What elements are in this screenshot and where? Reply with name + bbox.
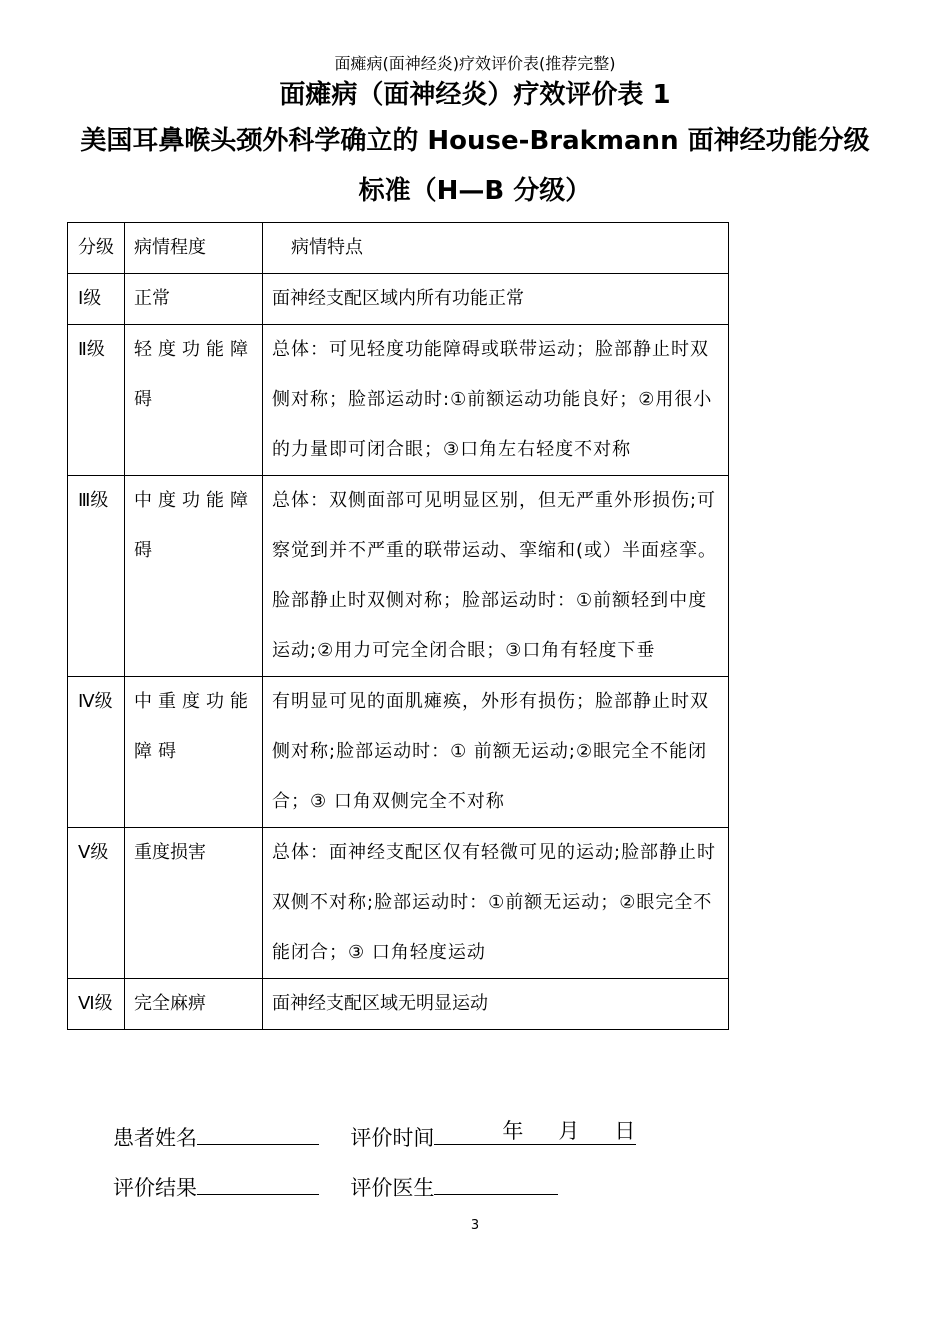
year-label: 年 bbox=[502, 1119, 524, 1143]
patient-name-label: 患者姓名 bbox=[113, 1126, 197, 1150]
severity-cell: 中重度功能障碍 bbox=[125, 677, 263, 828]
severity-cell: 完全麻痹 bbox=[125, 979, 263, 1030]
eval-result-field[interactable] bbox=[197, 1170, 319, 1195]
form-line-2 bbox=[113, 1170, 558, 1203]
severity-cell: 轻度功能障碍 bbox=[125, 325, 263, 476]
features-cell: 有明显可见的面肌瘫痪，外形有损伤；脸部静止时双侧对称;脸部运动时：① 前额无运动;②眼完全不能闭合；③ 口角双侧完全不对称 bbox=[263, 677, 729, 828]
header-severity: 病情程度 bbox=[125, 223, 263, 274]
running-header: 面瘫病(面神经炎)疗效评价表(推荐完整) bbox=[334, 54, 616, 73]
table-row bbox=[68, 979, 729, 1030]
page-title: 面瘫病（面神经炎）疗效评价表 1 bbox=[279, 80, 671, 110]
grade-cell: Ⅱ级 bbox=[68, 325, 125, 476]
patient-name-field[interactable] bbox=[197, 1120, 319, 1145]
severity-cell: 正常 bbox=[125, 274, 263, 325]
grade-cell: Ⅵ级 bbox=[68, 979, 125, 1030]
grade-cell: Ⅲ级 bbox=[68, 476, 125, 677]
header-features: 病情特点 bbox=[263, 223, 729, 274]
features-cell: 总体：面神经支配区仅有轻微可见的运动;脸部静止时双侧不对称;脸部运动时：①前额无运动；②眼完全不能闭合；③ 口角轻度运动 bbox=[263, 828, 729, 979]
day-label: 日 bbox=[614, 1119, 636, 1143]
header-grade: 分级 bbox=[68, 223, 125, 274]
table-row bbox=[68, 325, 729, 476]
subtitle-line-1: 美国耳鼻喉头颈外科学确立的 House-Brakmann 面神经功能分级 bbox=[80, 126, 870, 156]
eval-doctor-label: 评价医生 bbox=[350, 1176, 435, 1200]
grade-cell: Ⅴ级 bbox=[68, 828, 125, 979]
features-cell: 总体：可见轻度功能障碍或联带运动；脸部静止时双侧对称；脸部运动时:①前额运动功能良好；②用很小的力量即可闭合眼；③口角左右轻度不对称 bbox=[263, 325, 729, 476]
severity-cell: 中度功能障碍 bbox=[125, 476, 263, 677]
severity-cell: 重度损害 bbox=[125, 828, 263, 979]
features-cell: 面神经支配区域内所有功能正常 bbox=[263, 274, 729, 325]
features-cell: 总体：双侧面部可见明显区别，但无严重外形损伤;可察觉到并不严重的联带运动、挛缩和(或）半面痉挛。脸部静止时双侧对称；脸部运动时：①前额轻到中度运动;②用力可完全闭合眼；③口角有轻度下垂 bbox=[263, 476, 729, 677]
table-header-row bbox=[68, 223, 729, 274]
hb-grading-table bbox=[67, 222, 729, 1030]
table-row bbox=[68, 828, 729, 979]
table-row bbox=[68, 677, 729, 828]
features-cell: 面神经支配区域无明显运动 bbox=[263, 979, 729, 1030]
eval-time-field[interactable] bbox=[434, 1120, 636, 1145]
page-number: 3 bbox=[470, 1218, 480, 1233]
month-label: 月 bbox=[558, 1119, 580, 1143]
grade-cell: Ⅳ级 bbox=[68, 677, 125, 828]
table-row bbox=[68, 476, 729, 677]
table-row bbox=[68, 274, 729, 325]
form-line-1 bbox=[113, 1120, 636, 1153]
grade-cell: Ⅰ级 bbox=[68, 274, 125, 325]
eval-time-label: 评价时间 bbox=[350, 1126, 435, 1150]
eval-doctor-field[interactable] bbox=[434, 1170, 558, 1195]
eval-result-label: 评价结果 bbox=[113, 1176, 197, 1200]
subtitle-line-2: 标准（H—B 分级） bbox=[358, 176, 592, 206]
